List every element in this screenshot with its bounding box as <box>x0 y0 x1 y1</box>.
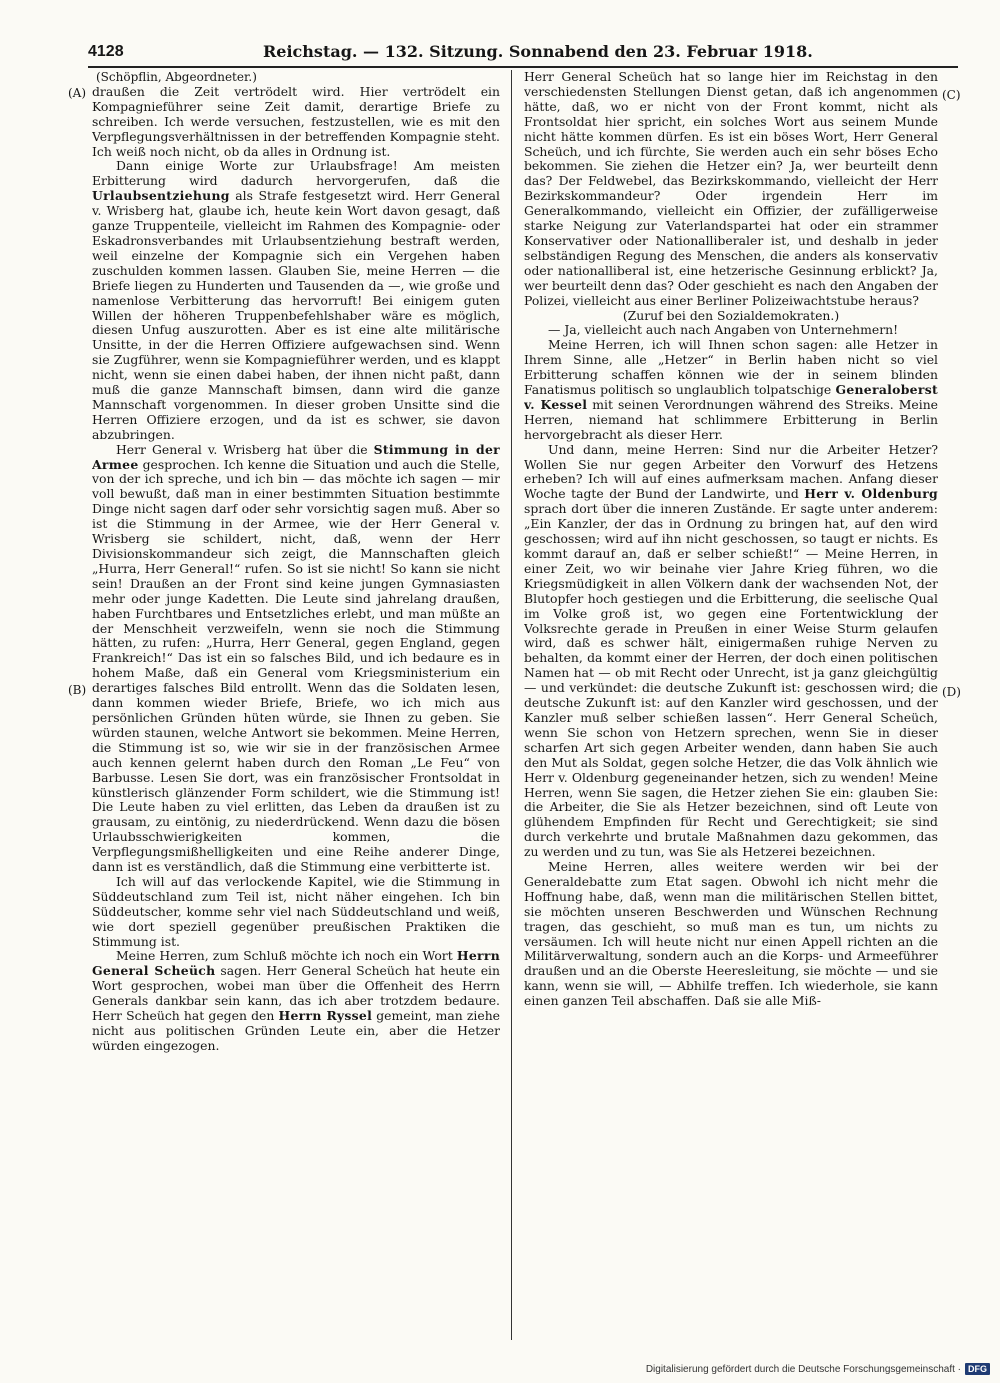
page-number: 4128 <box>88 43 124 60</box>
emphasis: Herrn General Scheüch <box>92 948 500 979</box>
margin-marker-b: (B) <box>68 683 87 697</box>
paragraph: Herr General Scheüch hat so lange hier im Reichstag in den verschiedensten Stellungen Dienst getan, daß ich angenommen hätte, daß, wo er nicht von der Front kommt, nicht als Frontsoldat hier spricht, ein solches Wort aus seinem Munde nicht hätte kommen dürfen. Es ist ein böses Wort, Herr General Scheüch, und ich fürchte, Sie werden auch ein sehr böses Echo bekommen. Sie ziehen die Hetzer ein? Ja, wer beurteilt denn das? Der Feldwebel, das Bezirkskommando, vielleicht der Herr Bezirkskommandeur? Oder irgendein Herr im Generalkommando, vielleicht ein Offizier, der zufälligerweise starke Neigung zur Vaterlandspartei hat oder ein strammer Konservativer oder Nationalliberaler ist, und deshalb in jeder selbständigen Regung des Menschen, die anders als konservativ oder nationalliberal ist, eine hetzerische Gesinnung erblickt? Ja, wer beurteilt denn das? Oder geschieht es nach den Angaben der Polizei, vielleicht aus einer Berliner Polizeiwachtstube heraus? <box>524 70 938 308</box>
dfg-logo-icon: DFG <box>965 1363 990 1375</box>
column-divider <box>511 70 512 1340</box>
running-title: Reichstag. — 132. Sitzung. Sonnabend den 23. Februar 1918. <box>263 42 813 61</box>
footer-text: Digitalisierung gefördert durch die Deutsche Forschungsgemeinschaft · <box>645 1363 961 1375</box>
paragraph: Und dann, meine Herren: Sind nur die Arbeiter Hetzer? Wollen Sie nur gegen Arbeiter den Vorwurf des Hetzens erheben? Ich will auf eines aufmerksam machen. Anfang dieser Woche tagte der Bund der Landwirte, und Herr v. Oldenburg sprach dort über die inneren Zustände. Er sagte unter anderem: „Ein Kanzler, der das in Ordnung zu bringen hat, auf den wird geschossen; wird auf ihn nicht geschossen, so taugt er nichts. Es kommt darauf an, daß er selber schießt!“ — Meine Herren, in einer Zeit, wo wir beinahe vier Jahre Krieg führen, wo die Kriegsmüdigkeit in allen Völkern dank der wachsenden Not, der Blutopfer hoch gestiegen und die Erbitterung, die seelische Qual im Volke groß ist, wo gegen eine Fortentwicklung der Volksrechte gerade in Preußen in einer Weise Sturm gelaufen wird, daß es schwer hält, einigermaßen ruhige Nerven zu behalten, da kommt einer der Herren, der doch einen politischen Namen hat — ob mit Recht oder Unrecht, ist ja ganz gleichgültig — und verkündet: die deutsche Zukunft ist: geschossen wird; die deutsche Zukunft ist: auf den Kanzler wird geschossen, und der Kanzler muß selber schießen lassen“. Herr General Scheüch, wenn Sie schon von Hetzern sprechen, wenn Sie in dieser scharfen Art sich gegen Arbeiter wenden, dann haben Sie auch den Mut als Soldat, gegen solche Hetzer, die das Volk ähnlich wie Herr v. Oldenburg gegeneinander hetzen, sich zu wenden! Meine Herren, wenn Sie sagen, die Hetzer ziehen Sie ein: glauben Sie: die Arbeiter, die Sie als Hetzer bezeichnen, sind oft Leute von glühendem Empfinden für Recht und Gerechtigkeit; sie sind durch verkehrte und brutale Maßnahmen dazu gekommen, das zu werden und zu tun, was Sie als Hetzerei bezeichnen. <box>524 441 938 860</box>
digitization-footer <box>646 1362 990 1376</box>
paragraph: — Ja, vielleicht auch nach Angaben von Unternehmern! <box>548 322 899 338</box>
interjection: (Zuruf bei den Sozialdemokraten.) <box>622 307 840 323</box>
margin-marker-a: (A) <box>68 86 87 100</box>
emphasis: Herr v. Oldenburg <box>804 486 938 502</box>
speaker-line: (Schöpflin, Abgeordneter.) <box>96 70 257 84</box>
left-column <box>92 70 500 1345</box>
emphasis: Urlaubsentziehung <box>92 188 230 204</box>
paragraph: draußen die Zeit vertrödelt wird. Hier vertrödelt ein Kompagnieführer seine Zeit damit, derartige Briefe zu schreiben. Ich werde versuchen, festzustellen, wie es mit den Verpflegungsverhältnissen in der betreffenden Kompagnie steht. Ich weiß noch nicht, ob da alles in Ordnung ist. <box>92 83 500 159</box>
paragraph: Ich will auf das verlockende Kapitel, wie die Stimmung in Süddeutschland zum Teil ist, nicht näher eingehen. Ich bin Süddeutscher, komme sehr viel nach Süddeutschland und weiß, wie dort speziell gegenüber preußischen Praktiken die Stimmung ist. <box>92 873 500 949</box>
right-column <box>524 70 938 1345</box>
margin-marker-d: (D) <box>942 685 961 699</box>
paragraph: Meine Herren, alles weitere werden wir bei der Generaldebatte zum Etat sagen. Obwohl ich nicht mehr die Hoffnung habe, daß, wenn man die militärischen Stellen bittet, sie möchten unseren Beschwerden und Wünschen Rechnung tragen, das geschieht, so muß man es tun, um nichts zu versäumen. Ich will heute nicht nur einen Appell richten an die Militärverwaltung, sondern auch an die Korps- und Armeeführer draußen und an die Oberste Heeresleitung, sie möchte — und sie kann, wenn sie will, — Abhilfe treffen. Ich wiederhole, sie kann einen ganzen Teil abschaffen. Daß sie alle Miß- <box>524 859 938 1009</box>
emphasis: Stimmung in der Armee <box>92 441 500 472</box>
emphasis: Herrn Ryssel <box>278 1008 373 1024</box>
paragraph: Dann einige Worte zur Urlaubsfrage! Am meisten Erbitterung wird dadurch hervorgerufen, daß die Urlaubsentziehung als Strafe festgesetzt wird. Herr General v. Wrisberg hat, glaube ich, heute kein Wort davon gesagt, daß ganze Truppenteile, vielleicht im Rahmen des Kompagnie- oder Eskadronsverbandes mit Urlaubsentziehung bestraft werden, weil einzelne der Kompagnie sich ein Vergehen haben zuschulden kommen lassen. Glauben Sie, meine Herren — die Briefe liegen zu Hunderten und Tausenden da —, wie große und namenlose Verbitterung das hervorruft! Bei einigem guten Willen der höheren Truppenbefehlshaber wäre es möglich, diesen Unfug auszurotten. Aber es ist eine alte militärische Unsitte, in der die Herren Offiziere aufgewachsen sind. Wenn sie Zugführer, wenn sie Kompagnieführer werden, und es klappt nicht, wenn sie einen dabei haben, der ihnen nicht paßt, dann muß die ganze Mannschaft bimsen, dann wird die ganze Mannschaft vorgenommen. In dieser groben Unsitte sind die Herren Offiziere erzogen, und da ist es schwer, sie davon abzubringen. <box>92 158 500 442</box>
page-header <box>88 42 958 68</box>
margin-marker-c: (C) <box>942 88 961 102</box>
paragraph: Herr General v. Wrisberg hat über die Stimmung in der Armee gesprochen. Ich kenne die Situation und auch die Stelle, von der ich spreche, und ich bin — das möchte ich sagen — mir voll bewußt, daß man in einer bestimmten Situation bestimmte Dinge nicht sagen darf oder sehr vorsichtig sagen muß. Aber so ist die Stimmung in der Armee, wie der Herr General v. Wrisberg sie schildert, nicht, daß, wenn der Herr Divisionskommandeur sich zeigt, die Mannschaften gleich „Hurra, Herr General!“ rufen. So ist sie nicht! So kann sie nicht sein! Draußen an der Front sind keine jungen Gymnasiasten mehr oder junge Kadetten. Die Leute sind jahrelang draußen, haben Furchtbares und Entsetzliches erlebt, und man müßte an der Menschheit verzweifeln, wenn sie noch die Stimmung hätten, zu rufen: „Hurra, Herr General, gegen England, gegen Frankreich!“ Das ist ein so falsches Bild, und ich bedaure es in hohem Maße, daß ein General vom Kriegsministerium ein derartiges falsches Bild entrollt. Wenn das die Soldaten lesen, dann kommen wieder Briefe, Briefe, wo ich mich aus persönlichen Gründen hüten würde, sie Ihnen zu geben. Sie würden staunen, welche Antwort sie bekommen. Meine Herren, die Stimmung ist so, wie wir sie in der französischen Armee auch kennen gelernt haben durch den Roman „Le Feu“ von Barbusse. Lesen Sie dort, was ein französischer Frontsoldat in künstlerisch glänzender Form schildert, wie die Stimmung ist! Die Leute haben zu viel erlitten, das Leben da draußen ist zu grausam, zu eintönig, zu niederdrückend. Wenn dazu die bösen Urlaubsschwierigkeiten kommen, die Verpflegungsmißhelligkeiten und eine Reihe anderer Dinge, dann ist es verständlich, daß die Stimmung eine verbitterte ist. <box>92 441 500 875</box>
emphasis: Generaloberst v. Kessel <box>524 382 938 412</box>
paragraph: Meine Herren, zum Schluß möchte ich noch ein Wort Herrn General Scheüch sagen. Herr General Scheüch hat heute ein Wort gesprochen, wobei man über die Offenheit des Herrn Generals dankbar sein kann, das ich aber trotzdem bedaure. Herr Scheüch hat gegen den Herrn Ryssel gemeint, man ziehe nicht aus politischen Gründen Leute ein, aber die Hetzer würden eingezogen. <box>92 948 500 1053</box>
paragraph: Meine Herren, ich will Ihnen schon sagen: alle Hetzer in Ihrem Sinne, alle „Hetzer“ in Berlin haben nicht so viel Erbitterung schaffen können wie der in seinem blinden Fanatismus politisch so unglaublich tolpatschige Generaloberst v. Kessel mit seinen Verordnungen während des Streiks. Meine Herren, niemand hat schlimmere Erbitterung in Berlin hervorgebracht als dieser Herr. <box>524 337 938 442</box>
